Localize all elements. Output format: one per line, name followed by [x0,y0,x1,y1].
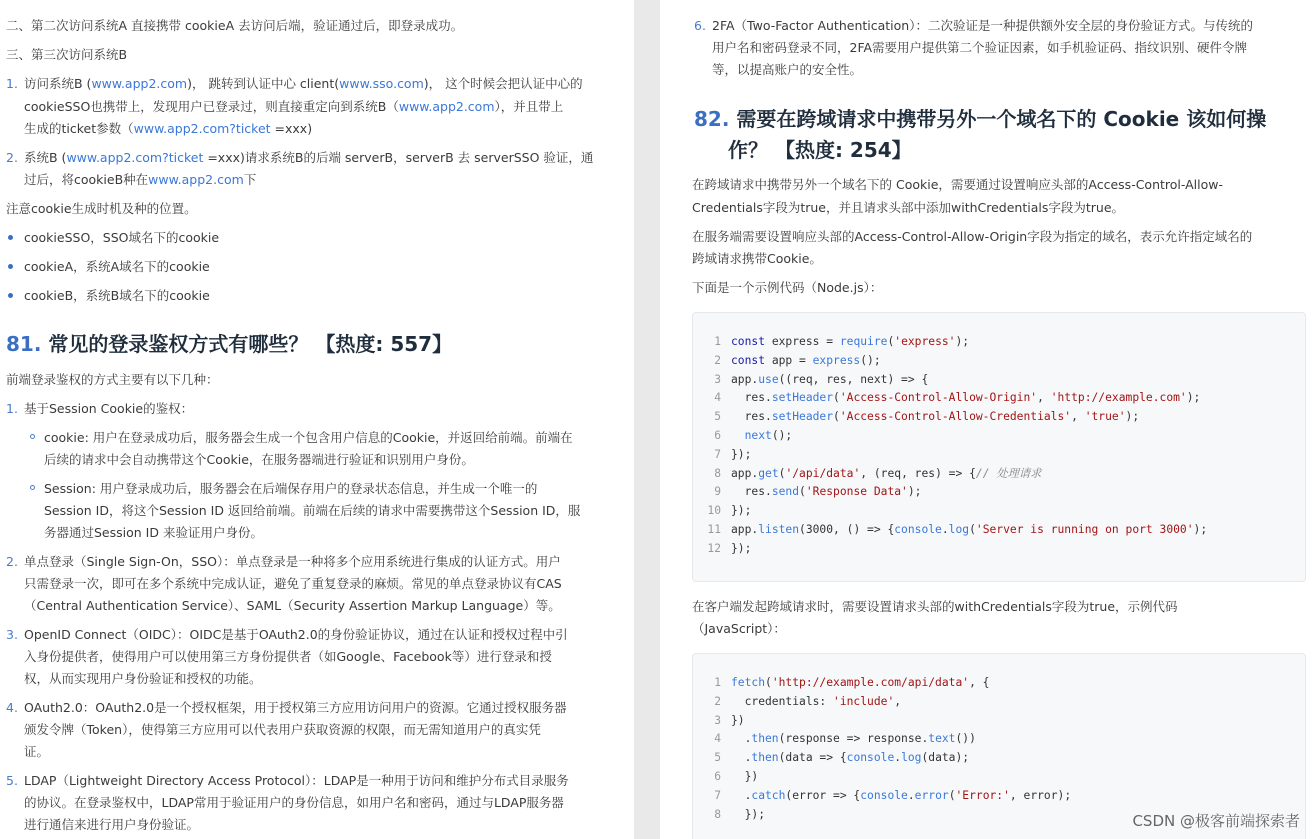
code-line: 4 res.setHeader('Access-Control-Allow-Origin', 'http://example.com'); [714,391,1201,405]
code-line: 12 }); [707,541,752,555]
bullet-dot [8,293,13,298]
sub-item-line: Session ID，将这个Session ID 返回给前端。前端在后续的请求中需要携带这个Session ID，服 [44,503,581,518]
link[interactable]: www.app2.com [148,172,244,187]
list-marker: 1. [6,76,18,91]
code-line: 9 res.send('Response Data'); [714,485,922,499]
page-divider [634,0,660,839]
bullet-dot [8,264,13,269]
sub-item-line: cookie: 用户在登录成功后，服务器会生成一个包含用户信息的Cookie，并返回给前端。前端在 [44,430,573,445]
list-item-line: 单点登录（Single Sign-On，SSO）：单点登录是一种将多个应用系统进行集成的认证方式。用户 [24,554,561,569]
heading-81: 81. 常见的登录鉴权方式有哪些？ 【热度: 557】 [6,332,453,356]
code-line: 7 .catch(error => {console.error('Error:', error); [714,788,1072,802]
paragraph-visit-b: 三、第三次访问系统B [6,47,128,62]
bullet-item: cookieB，系统B域名下的cookie [24,288,210,303]
code-line: 8 }); [714,807,766,821]
link[interactable]: www.sso.com [339,76,424,91]
list-item-line: 只需登录一次，即可在多个系统中完成认证，避免了重复登录的麻烦。常见的单点登录协议有CAS [24,576,562,591]
list-item-line: 生成的ticket参数（www.app2.com?ticket =xxx) [24,121,313,136]
bullet-item: cookieSSO，SSO域名下的cookie [24,230,220,245]
paragraph: 在服务端需要设置响应头部的Access-Control-Allow-Origin字段为指定的域名，表示允许指定域名的 [692,229,1253,244]
code-line: 5 res.setHeader('Access-Control-Allow-Credentials', 'true'); [714,410,1140,424]
list-marker: 2. [6,150,18,165]
paragraph: 在客户端发起跨域请求时，需要设置请求头部的withCredentials字段为true，示例代码 [692,599,1178,614]
right-page [660,0,1314,839]
code-line: 3 app.use((req, res, next) => { [714,372,929,386]
code-line: 1 fetch('http://example.com/api/data', { [714,676,990,689]
code-line: 1 const express = require('express'); [714,335,970,348]
code-line: 4 .then(response => response.text()) [714,732,976,746]
list-item-line: （Central Authentication Service）、SAML（Security Assertion Markup Language）等。 [24,598,561,613]
list-item-line: 权，从而实现用户身份验证和授权的功能。 [24,671,262,686]
list-marker: 2. [6,554,18,569]
link[interactable]: www.app2.com [91,76,188,91]
list-item-line: 过后，将cookieB种在www.app2.com下 [24,172,257,187]
list-marker: 1. [6,401,18,416]
paragraph: Credentials字段为true，并且请求头部中添加withCredentials字段为true。 [692,200,1125,215]
paragraph: 在跨域请求中携带另外一个域名下的 Cookie，需要通过设置响应头部的Access-Control-Allow- [692,177,1224,192]
code-line: 2 credentials: 'include', [714,694,902,708]
list-item-line: 系统B (www.app2.com?ticket =xxx)请求系统B的后端 serverB，serverB 去 serverSSO 验证，通 [24,150,594,165]
heading-82-line2: 作？ 【热度: 254】 [728,138,912,162]
list-marker: 3. [6,627,18,642]
sub-item-line: 务器通过Session ID 来验证用户身份。 [44,525,263,540]
list-item-line: cookieSSO也携带上，发现用户已登录过，则直接重定向到系统B（www.app2.com），并且带上 [24,99,564,114]
list-item-line: 进行通信来进行用户身份验证。 [24,817,200,832]
sub-bullet [30,485,35,490]
paragraph: （JavaScript）： [692,621,786,636]
list-marker: 5. [6,773,18,788]
code-line: 3 }) [714,713,745,727]
list-item-line: OAuth2.0：OAuth2.0是一个授权框架，用于授权第三方应用访问用户的资源。它通过授权服务器 [24,700,567,715]
code-line: 11 app.listen(3000, () => {console.log('Server is running on port 3000'); [707,523,1208,536]
list-item-line: 颁发令牌（Token），使得第三方应用可以代表用户获取资源的权限，而无需知道用户的真实凭 [24,722,541,737]
list-item-line: 的协议。在登录鉴权中，LDAP常用于验证用户的身份信息，如用户名和密码，通过与LDAP服务器 [24,795,564,810]
left-page [0,0,634,839]
list-item-line: 等，以提高账户的安全性。 [712,62,863,77]
list-item-line: 基于Session Cookie的鉴权： [24,401,194,416]
bullet-item: cookieA，系统A域名下的cookie [24,259,210,274]
watermark: CSDN @极客前端探索者 [1132,812,1300,830]
code-line: 8 app.get('/api/data', (req, res) => {// 处理请求 [714,466,1042,480]
list-item-line: 访问系统B (www.app2.com)， 跳转到认证中心 client(www.sso.com)， 这个时候会把认证中心的 [24,76,583,91]
link[interactable]: www.app2.com?ticket [133,121,271,136]
list-marker: 4. [6,700,18,715]
note-text: 注意cookie生成时机及种的位置。 [6,201,197,216]
paragraph: 下面是一个示例代码（Node.js）： [692,280,883,295]
list-item-line: 2FA（Two-Factor Authentication）：二次验证是一种提供额外安全层的身份验证方式。与传统的 [712,18,1253,33]
code-line: 7 }); [714,447,752,461]
bullet-dot [8,235,13,240]
list-item-line: LDAP（Lightweight Directory Access Protocol）：LDAP是一种用于访问和维护分布式目录服务 [24,773,569,788]
intro-text: 前端登录鉴权的方式主要有以下几种： [6,372,219,387]
sub-item-line: Session: 用户登录成功后，服务器会在后端保存用户的登录状态信息，并生成一个唯一的 [44,481,538,496]
sub-bullet [30,434,35,439]
list-item-line: 证。 [24,744,50,759]
code-line: 6 }) [714,770,759,783]
paragraph-visit-a: 二、第二次访问系统A 直接携带 cookieA 去访问后端，验证通过后，即登录成功。 [6,18,464,33]
code-line: 5 .then(data => {console.log(data); [714,751,970,765]
paragraph: 跨域请求携带Cookie。 [692,251,822,266]
link[interactable]: www.app2.com?ticket [66,150,204,165]
list-item-line: 入身份提供者，使得用户可以使用第三方身份提供者（如Google、Facebook等）进行登录和授 [24,649,552,664]
list-marker: 6. [694,18,706,33]
sub-item-line: 后续的请求中会自动携带这个Cookie，在服务器端进行验证和识别用户身份。 [44,452,474,467]
code-block-node [692,312,1306,582]
heading-82: 82. 需要在跨域请求中携带另外一个域名下的 Cookie 该如何操 [694,107,1267,131]
list-item-line: 用户名和密码登录不同，2FA需要用户提供第二个验证因素，如手机验证码、指纹识别、硬件令牌 [712,40,1248,55]
list-item-line: OpenID Connect（OIDC）：OIDC是基于OAuth2.0的身份验证协议，通过在认证和授权过程中引 [24,627,568,642]
code-line: 2 const app = express(); [714,353,881,367]
link[interactable]: www.app2.com [398,99,495,114]
code-line: 6 next(); [714,429,793,442]
code-line: 10 }); [707,504,752,518]
